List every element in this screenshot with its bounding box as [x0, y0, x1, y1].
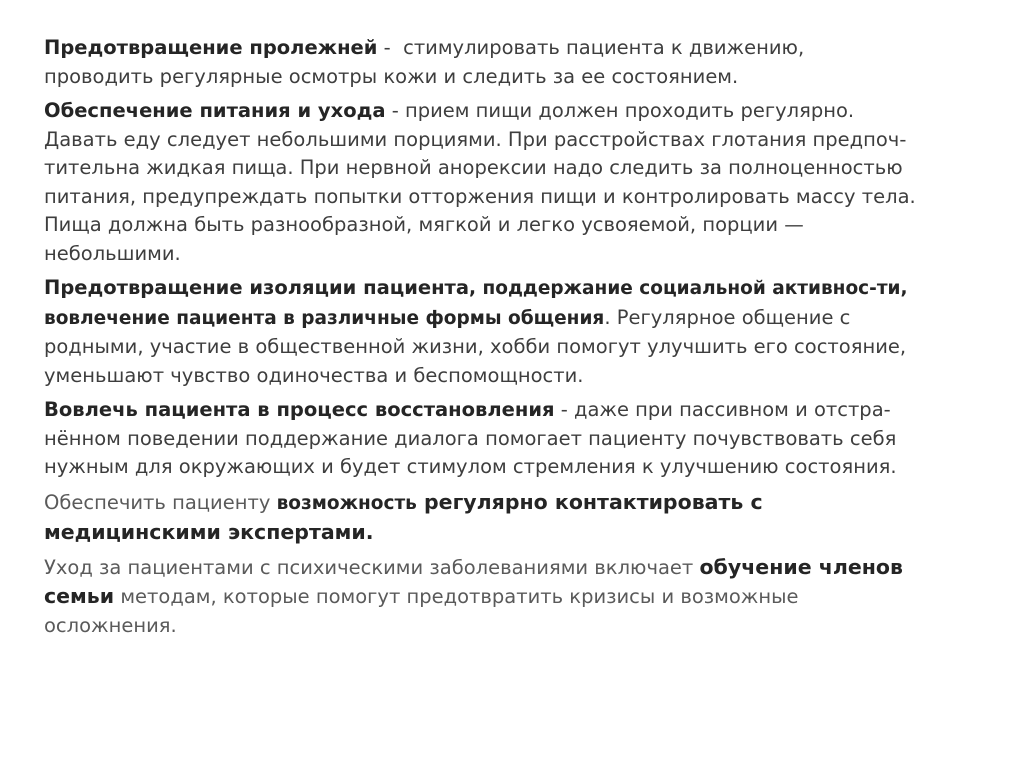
heading-isolation-prevention: Предотвращение изоляции пациента [44, 276, 470, 299]
bold-text: семьи [44, 584, 115, 608]
bold-text: возможность [276, 492, 417, 514]
text: питания, предупреждать попытки отторжения пищи и контролировать массу тела. [44, 184, 916, 208]
text: . Регулярное общение с [604, 305, 851, 329]
text: осложнения. [44, 613, 177, 637]
text: Уход за пациентами с психическими заболеваниями включает [44, 555, 700, 579]
text: родными, участие в общественной жизни, хобби помогут улучшить его состояние, [44, 335, 907, 358]
text: прием пищи должен проходить регулярно. [404, 99, 855, 122]
line [44, 396, 984, 425]
text: небольшими. [44, 241, 181, 265]
line [44, 97, 984, 126]
paragraph-recovery-involvement [44, 396, 984, 482]
text: Обеспечить пациенту [44, 490, 277, 514]
paragraph-isolation-prevention [44, 274, 984, 390]
text: Пища должна быть разнообразной, мягкой и легко усвояемой, порции — [44, 213, 804, 236]
paragraph-family-training [44, 553, 984, 641]
text: нённом поведении поддержание диалога помогает пациенту почувствовать себя [44, 426, 897, 450]
text-frame [44, 34, 984, 646]
text: методам, которые помогут предотвратить кризисы и возможные [114, 585, 799, 608]
line [44, 274, 984, 304]
paragraph-expert-contact [44, 488, 984, 547]
line [44, 304, 984, 334]
bold-text: обучение членов [699, 554, 903, 579]
paragraph-nutrition-care [44, 97, 984, 268]
line [44, 488, 984, 519]
text: - даже при пассивном и отстра- [554, 398, 891, 421]
line [44, 34, 984, 63]
text: стимулировать пациента к движению, [403, 36, 805, 59]
text: тительна жидкая пища. При нервной анорексии надо следить за полноценностью [44, 156, 903, 179]
line [44, 553, 984, 583]
heading-nutrition-care: Обеспечение питания и ухода [44, 99, 386, 122]
bold-text: , поддержание социальной активнос-ти, [469, 278, 908, 299]
separator: - [377, 36, 397, 59]
text: Давать еду следует небольшими порциями. При расстройствах глотания предпоч- [44, 127, 907, 151]
text: нужным для окружающих и будет стимулом стремления к улучшению состояния. [44, 455, 897, 478]
heading-recovery-involvement: Вовлечь пациента в процесс восстановления [44, 398, 555, 421]
bold-text: медицинскими экспертами. [44, 520, 374, 544]
text: проводить регулярные осмотры кожи и следить за ее состоянием. [44, 64, 739, 88]
text: уменьшают чувство одиночества и беспомощности. [44, 363, 584, 387]
line [44, 582, 984, 612]
separator: - [385, 99, 405, 122]
paragraph-bedsore-prevention [44, 34, 984, 91]
bold-text: регулярно контактировать с [416, 489, 763, 514]
bold-text: вовлечение пациента в различные формы общения [44, 307, 605, 329]
heading-bedsore-prevention: Предотвращение пролежней [44, 36, 378, 59]
